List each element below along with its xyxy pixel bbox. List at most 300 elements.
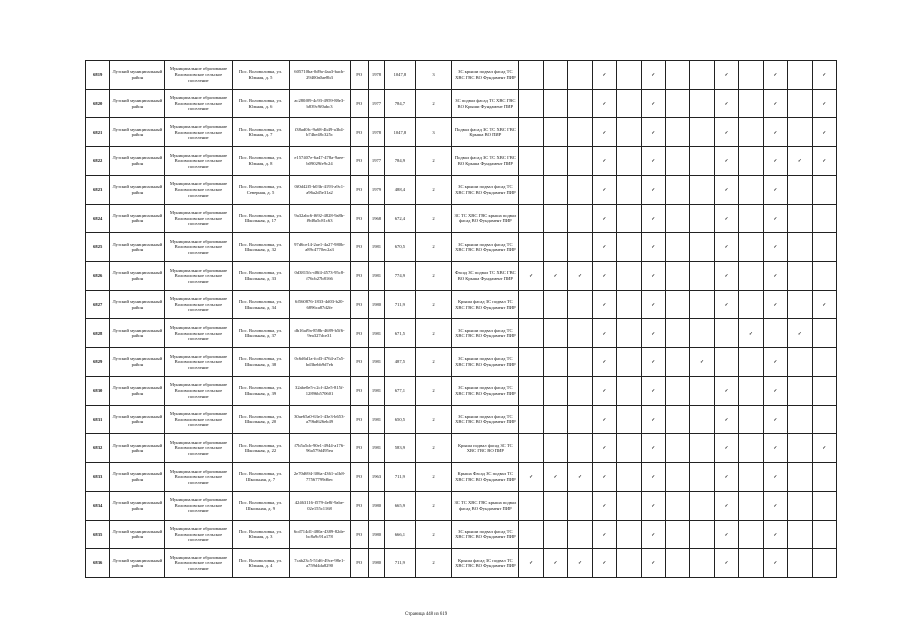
floors-cell: 2 — [415, 405, 452, 434]
empty-mark-cell — [788, 290, 812, 319]
row-number: 6836 — [86, 549, 110, 578]
empty-mark-cell — [543, 118, 567, 147]
settlement-cell: Муниципальное образование Воловоловское сельское поселение — [165, 491, 232, 520]
empty-mark-cell — [617, 491, 641, 520]
empty-mark-cell — [543, 434, 567, 463]
year-cell: 1980 — [368, 290, 384, 319]
empty-mark-cell — [543, 175, 567, 204]
checkmark-icon: ✓ — [714, 290, 738, 319]
address-cell: Пос. Воловоловка, ул. Школьная, д. 38 — [232, 348, 289, 377]
floors-cell: 2 — [415, 520, 452, 549]
checkmark-icon: ✓ — [519, 463, 543, 492]
year-cell: 1980 — [368, 491, 384, 520]
floors-cell: 2 — [415, 204, 452, 233]
checkmark-icon: ✓ — [543, 262, 567, 291]
checkmark-icon: ✓ — [641, 290, 665, 319]
empty-mark-cell — [617, 290, 641, 319]
empty-mark-cell — [568, 348, 592, 377]
empty-mark-cell — [739, 118, 763, 147]
floors-cell: 2 — [415, 175, 452, 204]
settlement-cell: Муниципальное образование Воловоловское сельское поселение — [165, 376, 232, 405]
type-cell: РО — [350, 463, 368, 492]
empty-mark-cell — [788, 348, 812, 377]
empty-mark-cell — [617, 434, 641, 463]
year-cell: 1980 — [368, 520, 384, 549]
empty-mark-cell — [788, 233, 812, 262]
type-cell: РО — [350, 89, 368, 118]
checkmark-icon: ✓ — [641, 376, 665, 405]
year-cell: 1980 — [368, 549, 384, 578]
empty-mark-cell — [543, 319, 567, 348]
house-id-cell: 32abe0e5-c2cf-42e5-815f-12896b570601 — [289, 376, 350, 405]
empty-mark-cell — [543, 520, 567, 549]
checkmark-icon: ✓ — [641, 61, 665, 90]
year-cell: 1981 — [368, 434, 384, 463]
area-cell: 1047,8 — [385, 118, 416, 147]
empty-mark-cell — [617, 262, 641, 291]
area-cell: 677,1 — [385, 376, 416, 405]
empty-mark-cell — [739, 262, 763, 291]
checkmark-icon: ✓ — [592, 549, 616, 578]
district-cell: Лузский муниципальный район — [110, 348, 165, 377]
type-cell: РО — [350, 376, 368, 405]
area-cell: 784,7 — [385, 89, 416, 118]
empty-mark-cell — [519, 405, 543, 434]
empty-mark-cell — [788, 520, 812, 549]
house-id-cell: f38ad0fc-9a68-4b49-a3b4-b74be48c325c — [289, 118, 350, 147]
checkmark-icon: ✓ — [763, 348, 787, 377]
address-cell: Пос. Воловоловка, ул. Школьная, д. 34 — [232, 290, 289, 319]
checkmark-icon: ✓ — [788, 147, 812, 176]
district-cell: Лузский муниципальный район — [110, 549, 165, 578]
row-number: 6833 — [86, 463, 110, 492]
settlement-cell: Муниципальное образование Воловоловское сельское поселение — [165, 262, 232, 291]
empty-mark-cell — [788, 405, 812, 434]
empty-mark-cell — [519, 319, 543, 348]
address-cell: Пос. Воловоловка, ул. Школьная, д. 32 — [232, 233, 289, 262]
year-cell: 1978 — [368, 118, 384, 147]
type-cell: РО — [350, 319, 368, 348]
house-id-cell: 42463116-f579-4e8f-9abe-02e155c1168 — [289, 491, 350, 520]
house-id-cell: e157407e-6a47-478a-9aee-b09029fe9c24 — [289, 147, 350, 176]
area-cell: 672,4 — [385, 204, 416, 233]
empty-mark-cell — [519, 376, 543, 405]
settlement-cell: Муниципальное образование Воловоловское сельское поселение — [165, 89, 232, 118]
floors-cell: 2 — [415, 491, 452, 520]
checkmark-icon: ✓ — [763, 61, 787, 90]
floors-cell: 2 — [415, 434, 452, 463]
empty-mark-cell — [788, 434, 812, 463]
settlement-cell: Муниципальное образование Воловоловское сельское поселение — [165, 434, 232, 463]
checkmark-icon: ✓ — [592, 89, 616, 118]
empty-mark-cell — [568, 89, 592, 118]
empty-mark-cell — [812, 376, 837, 405]
checkmark-icon: ✓ — [714, 204, 738, 233]
checkmark-icon: ✓ — [714, 520, 738, 549]
empty-mark-cell — [665, 520, 689, 549]
house-id-cell: 6cd714d1-480a-4389-82de-bc8a9c91a178 — [289, 520, 350, 549]
district-cell: Лузский муниципальный район — [110, 89, 165, 118]
empty-mark-cell — [568, 147, 592, 176]
checkmark-icon: ✓ — [714, 118, 738, 147]
empty-mark-cell — [617, 204, 641, 233]
empty-mark-cell — [812, 319, 837, 348]
empty-mark-cell — [665, 376, 689, 405]
checkmark-icon: ✓ — [714, 405, 738, 434]
district-cell: Лузский муниципальный район — [110, 376, 165, 405]
floors-cell: 3 — [415, 118, 452, 147]
empty-mark-cell — [812, 348, 837, 377]
empty-mark-cell — [519, 520, 543, 549]
empty-mark-cell — [519, 233, 543, 262]
checkmark-icon: ✓ — [714, 463, 738, 492]
empty-mark-cell — [543, 348, 567, 377]
empty-mark-cell — [812, 233, 837, 262]
floors-cell: 2 — [415, 376, 452, 405]
house-id-cell: 0f0d42f5-b03b-4193-a9c1-a96a2d5e31a2 — [289, 175, 350, 204]
empty-mark-cell — [519, 89, 543, 118]
checkmark-icon: ✓ — [763, 118, 787, 147]
empty-mark-cell — [714, 319, 738, 348]
empty-mark-cell — [519, 348, 543, 377]
settlement-cell: Муниципальное образование Воловоловское сельское поселение — [165, 549, 232, 578]
checkmark-icon: ✓ — [714, 175, 738, 204]
empty-mark-cell — [690, 405, 714, 434]
address-cell: Пос. Воловоловка, ул. Школьная, д. 22 — [232, 434, 289, 463]
checkmark-icon: ✓ — [641, 319, 665, 348]
address-cell: Пос. Воловоловка, ул. Школьная, д. 9 — [232, 491, 289, 520]
type-cell: РО — [350, 348, 368, 377]
row-number: 6835 — [86, 520, 110, 549]
type-cell: РО — [350, 434, 368, 463]
district-cell: Лузский муниципальный район — [110, 61, 165, 90]
works-cell: Крыша подвал фасад ЗС ТС ХВС ГВС ВО ПИР — [452, 434, 519, 463]
settlement-cell: Муниципальное образование Воловоловское сельское поселение — [165, 405, 232, 434]
table-row — [86, 434, 837, 463]
empty-mark-cell — [543, 405, 567, 434]
address-cell: Пос. Воловоловка, ул. Школьная, д. 20 — [232, 405, 289, 434]
empty-mark-cell — [739, 175, 763, 204]
year-cell: 1979 — [368, 175, 384, 204]
checkmark-icon: ✓ — [592, 319, 616, 348]
type-cell: РО — [350, 262, 368, 291]
empty-mark-cell — [543, 491, 567, 520]
checkmark-icon: ✓ — [592, 376, 616, 405]
empty-mark-cell — [788, 61, 812, 90]
checkmark-icon: ✓ — [714, 434, 738, 463]
empty-mark-cell — [665, 491, 689, 520]
type-cell: РО — [350, 147, 368, 176]
area-cell: 711,9 — [385, 290, 416, 319]
row-number: 6819 — [86, 61, 110, 90]
district-cell: Лузский муниципальный район — [110, 118, 165, 147]
empty-mark-cell — [812, 204, 837, 233]
checkmark-icon: ✓ — [763, 376, 787, 405]
checkmark-icon: ✓ — [763, 405, 787, 434]
address-cell: Пос. Воловоловка, ул. Школьная, д. 37 — [232, 319, 289, 348]
empty-mark-cell — [739, 405, 763, 434]
empty-mark-cell — [519, 61, 543, 90]
settlement-cell: Муниципальное образование Воловоловское сельское поселение — [165, 147, 232, 176]
works-cell: ЗС ТС ХВС ГВС крыша подвал фасад ВО Фундамент ПИР — [452, 491, 519, 520]
district-cell: Лузский муниципальный район — [110, 520, 165, 549]
district-cell: Лузский муниципальный район — [110, 319, 165, 348]
empty-mark-cell — [519, 204, 543, 233]
empty-mark-cell — [617, 520, 641, 549]
checkmark-icon: ✓ — [763, 520, 787, 549]
checkmark-icon: ✓ — [592, 491, 616, 520]
checkmark-icon: ✓ — [763, 89, 787, 118]
table-row — [86, 262, 837, 291]
settlement-cell: Муниципальное образование Воловоловское сельское поселение — [165, 204, 232, 233]
settlement-cell: Муниципальное образование Воловоловское сельское поселение — [165, 175, 232, 204]
empty-mark-cell — [519, 434, 543, 463]
empty-mark-cell — [568, 376, 592, 405]
empty-mark-cell — [690, 434, 714, 463]
empty-mark-cell — [788, 549, 812, 578]
table-row — [86, 61, 837, 90]
area-cell: 670,5 — [385, 233, 416, 262]
year-cell: 1977 — [368, 89, 384, 118]
checkmark-icon: ✓ — [714, 491, 738, 520]
empty-mark-cell — [690, 376, 714, 405]
type-cell: РО — [350, 405, 368, 434]
empty-mark-cell — [739, 376, 763, 405]
table-row — [86, 290, 837, 319]
area-cell: 774,9 — [385, 262, 416, 291]
checkmark-icon: ✓ — [592, 290, 616, 319]
empty-mark-cell — [690, 61, 714, 90]
checkmark-icon: ✓ — [763, 434, 787, 463]
empty-mark-cell — [617, 463, 641, 492]
empty-mark-cell — [617, 89, 641, 118]
empty-mark-cell — [763, 319, 787, 348]
empty-mark-cell — [665, 89, 689, 118]
empty-mark-cell — [690, 175, 714, 204]
table-row — [86, 549, 837, 578]
house-id-cell: 7cab23c5-51d6-49ce-98e1-a759d4da8290 — [289, 549, 350, 578]
empty-mark-cell — [788, 175, 812, 204]
empty-mark-cell — [568, 233, 592, 262]
floors-cell: 2 — [415, 262, 452, 291]
checkmark-icon: ✓ — [812, 118, 837, 147]
empty-mark-cell — [739, 233, 763, 262]
settlement-cell: Муниципальное образование Воловоловское сельское поселение — [165, 348, 232, 377]
checkmark-icon: ✓ — [641, 175, 665, 204]
empty-mark-cell — [788, 463, 812, 492]
empty-mark-cell — [739, 463, 763, 492]
checkmark-icon: ✓ — [568, 262, 592, 291]
checkmark-icon: ✓ — [763, 233, 787, 262]
empty-mark-cell — [568, 290, 592, 319]
checkmark-icon: ✓ — [763, 491, 787, 520]
type-cell: РО — [350, 118, 368, 147]
floors-cell: 2 — [415, 549, 452, 578]
address-cell: Пос. Воловоловка, ул. Южная, д. 5 — [232, 61, 289, 90]
empty-mark-cell — [812, 520, 837, 549]
empty-mark-cell — [568, 61, 592, 90]
works-cell: ЗС крыши подвал фасад ТС ХВС ГВС ВО Фундамент ПИР — [452, 233, 519, 262]
empty-mark-cell — [690, 520, 714, 549]
house-id-cell: 97d6ce14-2ae1-4a27-980b-a89c4770ec2a3 — [289, 233, 350, 262]
row-number: 6834 — [86, 491, 110, 520]
checkmark-icon: ✓ — [568, 463, 592, 492]
checkmark-icon: ✓ — [592, 61, 616, 90]
type-cell: РО — [350, 61, 368, 90]
empty-mark-cell — [665, 549, 689, 578]
empty-mark-cell — [617, 175, 641, 204]
area-cell: 711,9 — [385, 463, 416, 492]
works-cell: Крыша фасад ЗС подвал ТС ХВС ГВС ВО Фундамент ПИР — [452, 290, 519, 319]
checkmark-icon: ✓ — [519, 262, 543, 291]
address-cell: Пос. Воловоловка, ул. Северная, д. 5 — [232, 175, 289, 204]
empty-mark-cell — [568, 319, 592, 348]
address-cell: Пос. Воловоловка, ул. Школьная, д. 17 — [232, 204, 289, 233]
year-cell: 1977 — [368, 147, 384, 176]
empty-mark-cell — [665, 175, 689, 204]
table-row — [86, 376, 837, 405]
checkmark-icon: ✓ — [812, 147, 837, 176]
checkmark-icon: ✓ — [690, 348, 714, 377]
year-cell: 1981 — [368, 319, 384, 348]
address-cell: Пос. Воловоловка, ул. Южная, д. 4 — [232, 549, 289, 578]
empty-mark-cell — [617, 319, 641, 348]
district-cell: Лузский муниципальный район — [110, 262, 165, 291]
type-cell: РО — [350, 204, 368, 233]
checkmark-icon: ✓ — [543, 463, 567, 492]
district-cell: Лузский муниципальный район — [110, 175, 165, 204]
checkmark-icon: ✓ — [519, 549, 543, 578]
checkmark-icon: ✓ — [641, 89, 665, 118]
address-cell: Пос. Воловоловка, ул. Южная, д. 8 — [232, 147, 289, 176]
empty-mark-cell — [690, 549, 714, 578]
checkmark-icon: ✓ — [592, 147, 616, 176]
floors-cell: 2 — [415, 463, 452, 492]
checkmark-icon: ✓ — [812, 89, 837, 118]
type-cell: РО — [350, 233, 368, 262]
type-cell: РО — [350, 491, 368, 520]
floors-cell: 2 — [415, 290, 452, 319]
checkmark-icon: ✓ — [592, 463, 616, 492]
table-row — [86, 204, 837, 233]
empty-mark-cell — [665, 233, 689, 262]
empty-mark-cell — [543, 376, 567, 405]
checkmark-icon: ✓ — [641, 491, 665, 520]
settlement-cell: Муниципальное образование Воловоловское сельское поселение — [165, 290, 232, 319]
empty-mark-cell — [665, 290, 689, 319]
empty-mark-cell — [617, 233, 641, 262]
empty-mark-cell — [788, 376, 812, 405]
floors-cell: 2 — [415, 233, 452, 262]
row-number: 6832 — [86, 434, 110, 463]
house-id-cell: db16af9a-858b-4689-b5f6-9ea327dce31 — [289, 319, 350, 348]
empty-mark-cell — [665, 434, 689, 463]
area-cell: 665,9 — [385, 491, 416, 520]
empty-mark-cell — [739, 491, 763, 520]
checkmark-icon: ✓ — [714, 549, 738, 578]
works-cell: Подвал фасад ЗС ТС ХВС ГВС ВО Крыша Фундамент ПИР — [452, 147, 519, 176]
empty-mark-cell — [739, 290, 763, 319]
checkmark-icon: ✓ — [763, 147, 787, 176]
works-cell: Крыша Фасад ЗС подвал ТС ХВС ГВС ВО Фундамент ПИР — [452, 463, 519, 492]
empty-mark-cell — [739, 61, 763, 90]
area-cell: 711,9 — [385, 549, 416, 578]
floors-cell: 3 — [415, 61, 452, 90]
checkmark-icon: ✓ — [714, 233, 738, 262]
empty-mark-cell — [788, 118, 812, 147]
empty-mark-cell — [812, 549, 837, 578]
works-cell: ЗС подвал фасад ТС ХВС ГВС ВО Крыши Фундамент ПИР — [452, 89, 519, 118]
table-row — [86, 520, 837, 549]
checkmark-icon: ✓ — [641, 520, 665, 549]
page-footer: Страница 448 из 619 — [405, 612, 448, 617]
address-cell: Пос. Воловоловка, ул. Школьная, д. 33 — [232, 262, 289, 291]
empty-mark-cell — [739, 348, 763, 377]
empty-mark-cell — [788, 89, 812, 118]
row-number: 6825 — [86, 233, 110, 262]
works-cell: ЗС крыши подвал фасад ТС ХВС ГВС ВО Фундамент ПИР — [452, 319, 519, 348]
empty-mark-cell — [617, 405, 641, 434]
house-id-cell: 0d3815fc-d8f4-4573-95c8-f76cb27b8166 — [289, 262, 350, 291]
checkmark-icon: ✓ — [763, 463, 787, 492]
house-id-cell: 9a32abc6-f692-4828-9a8b-f9d8a5c81c63 — [289, 204, 350, 233]
area-cell: 666,1 — [385, 520, 416, 549]
type-cell: РО — [350, 549, 368, 578]
area-cell: 784,9 — [385, 147, 416, 176]
empty-mark-cell — [568, 204, 592, 233]
settlement-cell: Муниципальное образование Воловоловское сельское поселение — [165, 319, 232, 348]
checkmark-icon: ✓ — [739, 319, 763, 348]
empty-mark-cell — [543, 61, 567, 90]
table-row — [86, 491, 837, 520]
table-row — [86, 118, 837, 147]
checkmark-icon: ✓ — [592, 262, 616, 291]
address-cell: Пос. Воловоловка, ул. Южная, д. 3 — [232, 520, 289, 549]
empty-mark-cell — [665, 463, 689, 492]
row-number: 6824 — [86, 204, 110, 233]
settlement-cell: Муниципальное образование Воловоловское сельское поселение — [165, 61, 232, 90]
empty-mark-cell — [690, 262, 714, 291]
checkmark-icon: ✓ — [641, 348, 665, 377]
checkmark-icon: ✓ — [592, 175, 616, 204]
address-cell: Пос. Воловоловка, ул. Южная, д. 7 — [232, 118, 289, 147]
empty-mark-cell — [665, 348, 689, 377]
checkmark-icon: ✓ — [714, 262, 738, 291]
row-number: 6820 — [86, 89, 110, 118]
checkmark-icon: ✓ — [641, 434, 665, 463]
row-number: 6829 — [86, 348, 110, 377]
checkmark-icon: ✓ — [714, 61, 738, 90]
checkmark-icon: ✓ — [592, 405, 616, 434]
type-cell: РО — [350, 520, 368, 549]
checkmark-icon: ✓ — [641, 405, 665, 434]
checkmark-icon: ✓ — [641, 463, 665, 492]
checkmark-icon: ✓ — [592, 204, 616, 233]
empty-mark-cell — [690, 89, 714, 118]
area-cell: 487,5 — [385, 348, 416, 377]
checkmark-icon: ✓ — [641, 262, 665, 291]
district-cell: Лузский муниципальный район — [110, 434, 165, 463]
empty-mark-cell — [690, 290, 714, 319]
house-id-cell: 2e70d694-306a-4361-a1b8-77567799d6ec — [289, 463, 350, 492]
empty-mark-cell — [788, 204, 812, 233]
row-number: 6830 — [86, 376, 110, 405]
area-cell: 488,4 — [385, 175, 416, 204]
checkmark-icon: ✓ — [592, 118, 616, 147]
year-cell: 1981 — [368, 348, 384, 377]
empty-mark-cell — [665, 118, 689, 147]
works-cell: Подвал фасад ЗС ТС ХВС ГВС Крыша ВО ПИР — [452, 118, 519, 147]
